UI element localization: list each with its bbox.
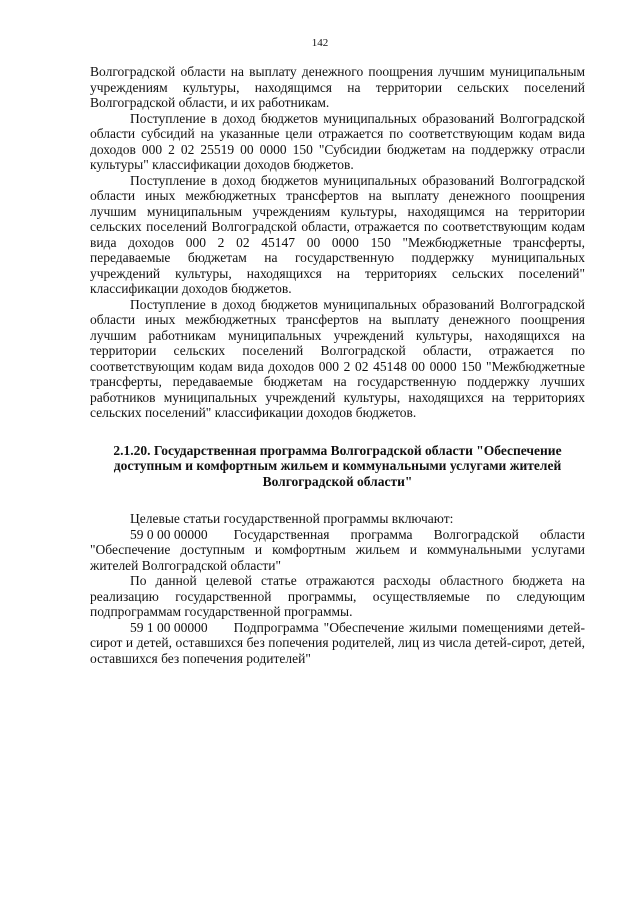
- target-article-59-1: [90, 620, 585, 667]
- paragraph-transfers-institutions: Поступление в доход бюджетов муниципальных образований Волгоградской области иных межбюджетных трансфертов на выплату денежного поощрения лучшим муниципальным учреждениям культуры, находящимся на территории сельских поселений Волгоградской области, отражается по соответствующим кодам вида доходов 000 2 02 45147 00 0000 150 "Межбюджетные трансферты, передаваемые бюджетам на государственную поддержку муниципальных учреждений культуры, находящихся на территориях сельских поселений" классификации доходов бюджетов.: [90, 172, 585, 296]
- target-article-59-0: [90, 527, 585, 574]
- target-article-code: 59 1 00 00000: [130, 619, 208, 635]
- target-article-code: 59 0 00 00000: [130, 526, 208, 542]
- paragraph-transfers-workers: Поступление в доход бюджетов муниципальных образований Волгоградской области иных межбюджетных трансфертов на выплату денежного поощрения лучшим работникам муниципальных учреждений культуры, находящихся на территории сельских поселений Волгоградской области, отражается по соответствующим кодам вида доходов 000 2 02 45148 00 0000 150 "Межбюджетные трансферты, передаваемые бюджетам на государственную поддержку лучших работников муниципальных учреждений культуры, находящихся на территориях сельских поселений" классификации доходов бюджетов.: [90, 296, 585, 420]
- document-body: [90, 64, 585, 666]
- target-article-title: Государственная программа Волгоградской области "Обеспечение доступным и комфортным жильем и коммунальными услугами жителей Волгоградской области": [90, 526, 585, 573]
- paragraph-continuation: Волгоградской области на выплату денежного поощрения лучшим муниципальным учреждениям культуры, находящимся на территории сельских поселений Волгоградской области, и их работникам.: [90, 64, 585, 110]
- target-article-description: По данной целевой статье отражаются расходы областного бюджета на реализацию государственной программы, осуществляемые по следующим подпрограммам государственной программы.: [90, 573, 585, 619]
- target-articles-intro: Целевые статьи государственной программы включают:: [130, 511, 454, 526]
- page-number: 142: [311, 37, 329, 49]
- target-article-title: Подпрограмма "Обеспечение жилыми помещениями детей-сирот и детей, оставшихся без попечения родителей, лиц из числа детей-сирот, детей, оставшихся без попечения родителей": [90, 619, 585, 666]
- section-heading: 2.1.20. Государственная программа Волгоградской области "Обеспечение доступным и комфортным жильем и коммунальными услугами жителей Волгоградской области": [113, 442, 562, 489]
- paragraph-subsidy-income: Поступление в доход бюджетов муниципальных образований Волгоградской области субсидий на указанные цели отражается по соответствующим кодам вида доходов 000 2 02 25519 00 0000 150 "Субсидии бюджетам на поддержку отрасли культуры" классификации доходов бюджетов.: [90, 110, 585, 172]
